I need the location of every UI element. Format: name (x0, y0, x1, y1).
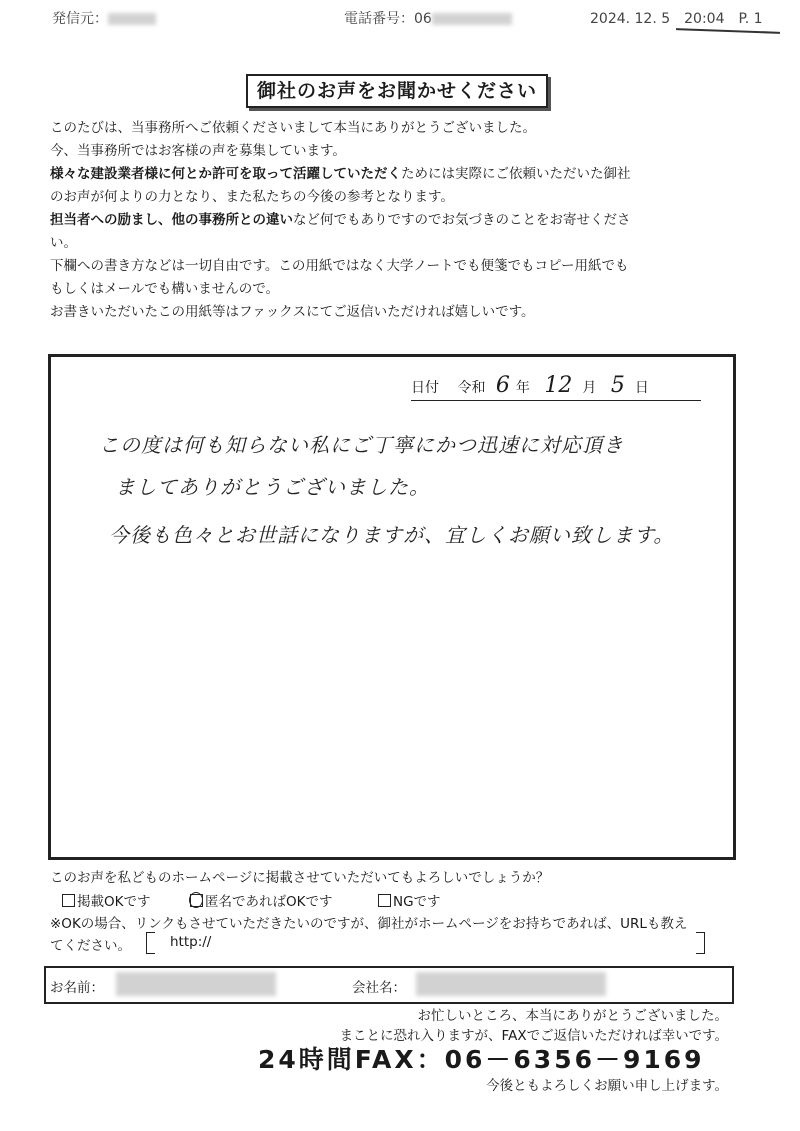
intro-emphasis: 担当者への励まし、他の事務所との違い (50, 212, 293, 228)
intro-line (50, 163, 762, 186)
intro-line: このたびは、当事務所へご依頼くださいまして本当にありがとうございました。 (50, 120, 536, 136)
phone-label: 電話番号：06 (344, 11, 432, 27)
sender-label: 発信元： (52, 11, 108, 27)
consent-option-ok[interactable] (62, 890, 150, 910)
fax-number: 24時間FAX：06－6356－9169 (258, 1045, 705, 1074)
intro-emphasis: 様々な建設業者様に何とか許可を取って活躍していただく (50, 166, 401, 182)
consent-option-label: 匿名であればOKです (205, 894, 333, 910)
intro-line-rest: ためには実際にご依頼いただいた御社 (401, 166, 631, 182)
bracket-right-icon (696, 932, 705, 954)
consent-option-ng[interactable] (378, 890, 441, 910)
footer-closing: 今後ともよろしくお願い申し上げます。 (486, 1078, 728, 1094)
header-pen-mark (676, 28, 780, 34)
date-day: 5 (610, 373, 625, 398)
footer-thanks: お忙しいところ、本当にありがとうございました。 (417, 1008, 728, 1024)
date-year: 6 (495, 373, 510, 398)
date-field (411, 373, 701, 401)
date-month: 12 (544, 373, 573, 398)
consent-option-label: 掲載OKです (77, 894, 151, 910)
intro-line: 今、当事務所ではお客様の声を募集しています。 (50, 143, 346, 159)
consent-option-label: NGです (393, 894, 441, 910)
intro-line: 下欄への書き方などは一切自由です。この用紙ではなく大学ノートでも便箋でもコピー用紙でも (50, 258, 629, 274)
sender-field (52, 8, 156, 28)
handwritten-comment-line: ましてありがとうございました。 (115, 475, 430, 499)
phone-field (344, 8, 512, 28)
intro-line: もしくはメールでも構いませんので。 (50, 281, 279, 297)
handwritten-comment-line: この度は何も知らない私にご丁寧にかつ迅速に対応頂き (99, 433, 624, 457)
intro-line (50, 209, 762, 232)
intro-line: のお声が何よりの力となり、また私たちの今後の参考となります。 (50, 189, 454, 205)
url-note-cont: てください。 (50, 938, 131, 954)
date-month-unit: 月 (582, 380, 597, 396)
comment-box[interactable] (48, 354, 736, 860)
fax-timestamp: 2024. 12. 5 20:04 P. 1 (590, 11, 763, 27)
date-era: 令和 (457, 380, 486, 396)
date-year-unit: 年 (515, 380, 530, 396)
footer-request: まことに恐れ入りますが、FAXでご返信いただければ幸いです。 (339, 1028, 728, 1044)
url-field[interactable]: http:// (170, 934, 212, 950)
intro-line: お書きいただいたこの用紙等はファックスにてご返信いただければ嬉しいです。 (50, 304, 535, 320)
checked-checkbox-icon[interactable] (190, 894, 203, 907)
company-label: 会社名： (352, 980, 406, 996)
company-redacted (416, 972, 606, 996)
bracket-left-icon (146, 932, 155, 954)
checkbox-icon[interactable] (378, 894, 391, 907)
date-label: 日付 (411, 380, 439, 396)
name-company-box (44, 966, 734, 1004)
url-note: ※OKの場合、リンクもさせていただきたいのですが、御社がホームページをお持ちであれば、URLも教え (50, 916, 688, 932)
intro-text (50, 117, 762, 324)
handwritten-comment-line: 今後も色々とお世話になりますが、宜しくお願い致します。 (109, 523, 675, 547)
intro-line: い。 (50, 235, 77, 251)
name-redacted (116, 972, 276, 996)
sender-redacted (108, 13, 156, 25)
date-day-unit: 日 (634, 380, 649, 396)
consent-question: このお声を私どものホームページに掲載させていただいてもよろしいでしょうか？ (50, 870, 550, 886)
name-label: お名前： (50, 980, 104, 996)
page-title: 御社のお声をお聞かせください (246, 74, 548, 108)
phone-redacted (432, 13, 512, 25)
intro-line-rest: など何でもありですのでお気づきのことをお寄せくださ (293, 212, 631, 228)
consent-option-anon[interactable] (190, 890, 332, 910)
checkbox-icon[interactable] (62, 894, 75, 907)
